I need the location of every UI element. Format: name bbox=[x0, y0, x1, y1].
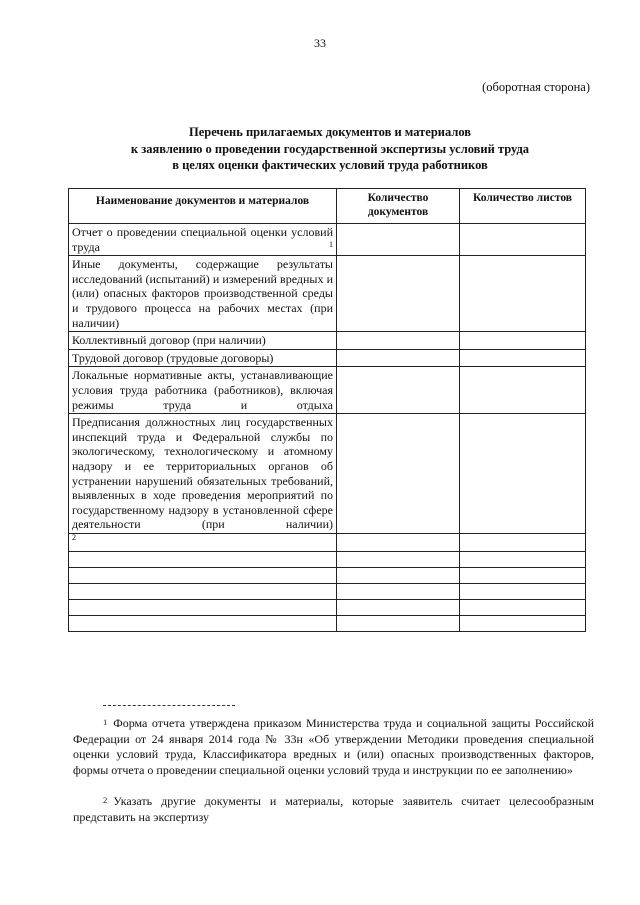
sheet-count-cell[interactable] bbox=[460, 224, 586, 256]
reverse-side-note: (оборотная сторона) bbox=[482, 80, 590, 94]
doc-count-cell[interactable] bbox=[337, 414, 460, 534]
row-name-text: Отчет о проведении специальной оценки условий труда bbox=[72, 225, 333, 254]
row-name-cell: Предписания должностных лиц государственных инспекций труда и Федеральной службы по экологическому, технологическому и атомному надзору и ее территориальных органов об устранении нарушений обязательных требований, выявленных в ходе проведения мероприятий по государственному надзору в установленной сфере деятельности (при наличии) bbox=[69, 414, 337, 534]
footnote-separator bbox=[103, 705, 235, 706]
table-header-row bbox=[69, 189, 586, 224]
row-name-cell bbox=[69, 224, 337, 256]
footnote-mark: 1 bbox=[103, 717, 108, 727]
doc-count-cell[interactable] bbox=[337, 567, 460, 583]
doc-count-cell[interactable] bbox=[337, 224, 460, 256]
row-name-cell[interactable] bbox=[69, 567, 337, 583]
footnote-mark: 2 bbox=[103, 795, 108, 805]
doc-count-cell[interactable] bbox=[337, 349, 460, 367]
row-name-cell[interactable] bbox=[69, 533, 337, 551]
footnote-ref: 2 bbox=[72, 532, 76, 542]
sheet-count-cell[interactable] bbox=[460, 615, 586, 631]
table-row bbox=[69, 599, 586, 615]
sheet-count-cell[interactable] bbox=[460, 599, 586, 615]
row-name-cell: Иные документы, содержащие результаты исследований (испытаний) и измерений вредных и (или) опасных факторов производственной среды и трудового процесса на рабочих местах (при наличии) bbox=[69, 256, 337, 332]
heading-line-2: к заявлению о проведении государственной экспертизы условий труда bbox=[130, 141, 530, 156]
table-row bbox=[69, 224, 586, 256]
doc-count-cell[interactable] bbox=[337, 533, 460, 551]
table-row bbox=[69, 615, 586, 631]
sheet-count-cell[interactable] bbox=[460, 256, 586, 332]
row-name-cell[interactable] bbox=[69, 615, 337, 631]
table-row bbox=[69, 256, 586, 332]
footnote-text: Форма отчета утверждена приказом Министерства труда и социальной защиты Российской Федерации от 24 января 2014 года № 33н «Об утверждении Методики проведения специальной оценки условий труда, Классификатора вредных и (или) опасных производственных факторов, формы отчета о проведении специальной оценки условий труда и инструкции по ее заполнению» bbox=[73, 716, 594, 777]
table-row bbox=[69, 332, 586, 350]
heading-line-1: Перечень прилагаемых документов и материалов bbox=[188, 125, 472, 139]
table-row bbox=[69, 567, 586, 583]
doc-count-cell[interactable] bbox=[337, 599, 460, 615]
doc-count-cell[interactable] bbox=[337, 332, 460, 350]
sheet-count-cell[interactable] bbox=[460, 567, 586, 583]
table-row bbox=[69, 414, 586, 534]
footnote-2 bbox=[73, 794, 594, 825]
documents-table bbox=[68, 188, 586, 632]
doc-count-cell[interactable] bbox=[337, 256, 460, 332]
table-row bbox=[69, 583, 586, 599]
table-row bbox=[69, 533, 586, 551]
sheet-count-cell[interactable] bbox=[460, 583, 586, 599]
sheet-count-cell[interactable] bbox=[460, 551, 586, 567]
heading-line-3: в целях оценки фактических условий труда работников bbox=[172, 158, 488, 172]
sheet-count-cell[interactable] bbox=[460, 349, 586, 367]
doc-count-cell[interactable] bbox=[337, 615, 460, 631]
doc-count-cell[interactable] bbox=[337, 367, 460, 414]
sheet-count-cell[interactable] bbox=[460, 367, 586, 414]
header-document-count: Количество документов bbox=[337, 189, 460, 224]
doc-count-cell[interactable] bbox=[337, 551, 460, 567]
row-name-cell: Трудовой договор (трудовые договоры) bbox=[69, 349, 337, 367]
footnote-1 bbox=[73, 716, 594, 778]
document-heading bbox=[60, 124, 600, 174]
row-name-cell: Локальные нормативные акты, устанавливающие условия труда работника (работников), включая режимы труда и отдыха bbox=[69, 367, 337, 414]
row-name-cell[interactable] bbox=[69, 551, 337, 567]
table-row bbox=[69, 367, 586, 414]
footnote-text: Указать другие документы и материалы, которые заявитель считает целесообразным представить на экспертизу bbox=[73, 794, 594, 824]
table-row bbox=[69, 551, 586, 567]
table-row bbox=[69, 349, 586, 367]
doc-count-cell[interactable] bbox=[337, 583, 460, 599]
sheet-count-cell[interactable] bbox=[460, 414, 586, 534]
footnote-ref: 1 bbox=[329, 239, 333, 249]
page-number: 33 bbox=[314, 36, 326, 50]
header-document-name: Наименование документов и материалов bbox=[69, 189, 337, 224]
sheet-count-cell[interactable] bbox=[460, 332, 586, 350]
row-name-cell: Коллективный договор (при наличии) bbox=[69, 332, 337, 350]
row-name-cell[interactable] bbox=[69, 599, 337, 615]
header-sheet-count: Количество листов bbox=[460, 189, 586, 224]
sheet-count-cell[interactable] bbox=[460, 533, 586, 551]
row-name-cell[interactable] bbox=[69, 583, 337, 599]
